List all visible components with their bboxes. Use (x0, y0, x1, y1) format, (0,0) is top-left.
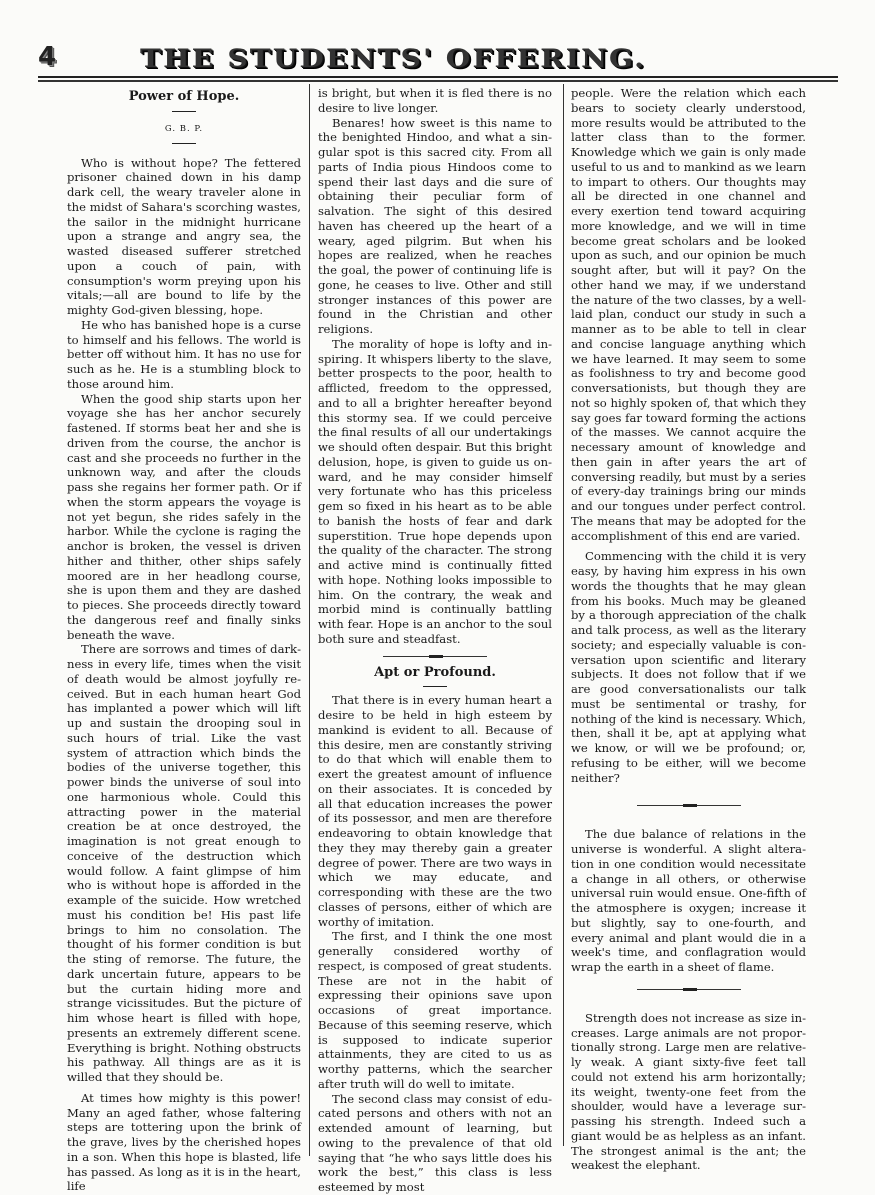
paragraph: The second class may consist of educated persons and others with not an extended amount of learning, but owing to the prevalence of that old saying that “he who says little does his work the best,” this class is less esteemed by most (318, 1091, 552, 1194)
column-divider (309, 84, 310, 1156)
column-3 (571, 86, 806, 1173)
paragraph: The morality of hope is lofty and inspiring. It whispers liberty to the slave, better prospects to the poor, health to afflicted, freedom to the oppressed, and to all a brighter hereafter beyond this stormy sea. If we could perceive the final results of all our undertakings we should often despair. But this bright delusion, hope, is given to guide us onward, and he may consider himself very fortunate who has this priceless gem so fixed in his heart as to be able to banish the hosts of fear and dark superstition. True hope depends upon the quality of the character. The strong and active mind is continually fitted with hope. Nothing looks impossible to him. On the contrary, the weak and morbid mind is continually battling with fear. Hope is an anchor to the soul both sure and steadfast. (318, 336, 552, 646)
paragraph: The due balance of relations in the universe is wonderful. A slight alteration in one condition would necessitate a change in all others, or otherwise universal ruin would ensue. One-fifth of the atmosphere is oxygen; increase it but slightly, say to one-fourth, and every animal and plant would die in a week's time, and conflagration would wrap the earth in a sheet of flame. (571, 827, 806, 974)
paragraph: Commencing with the child it is very easy, by having him express in his own words the thoughts that he may glean from his books. Much may be gleaned by a thorough appreciation of the chalk and talk process, as well as the literary society; and especially valuable is conversation upon scientific and literary subjects. It does not follow that if we are good conversationalists our talk must be sentimental or trashy, for nothing of the kind is necessary. Which, then, shall it be, apt at applying what we know, or will we be profound; or, refusing to be either, will we become neither? (571, 549, 806, 785)
masthead-rule (38, 76, 838, 78)
heading-rule (423, 686, 447, 687)
paragraph: Who is without hope? The fettered prisoner chained down in his damp dark cell, the weary traveler alone in the midst of Sahara's scorching wastes, the sailor in the midnight hurricane upon a strange and angry sea, the wasted diseased sufferer stretched upon a couch of pain, with consumption's worm preying upon his vitals;—all are bound to life by the mighty God-given blessing, hope. (67, 155, 301, 317)
paragraph: That there is in every human heart a desire to be held in high esteem by mankind is evident to all. Because of this desire, men are constantly striving to do that which will enable them to exert the greatest amount of influence on their associates. It is conceded by all that education increases the power of its possessor, and men are therefore endeavoring to obtain knowledge that they they may thereby gain a greater degree of power. There are two ways in which we may educate, and corresponding with these are the two classes of persons, either of which are worthy of imitation. (318, 693, 552, 929)
paragraph-continued: people. Were the relation which each bears to society clearly understood, more results would be attributed to the latter class than to the former. Knowledge which we gain is only made useful to us and to mankind as we learn to impart to others. Our thoughts may all be directed in one channel and every exertion tend toward acquiring more knowledge, and we will in time become great scholars and be looked upon as such, and our opinion be much sought after, but will it pay? On the other hand we may, if we understand the nature of the two classes, by a well-laid plan, conduct our study in such a manner as to be able to tell in clear and concise language anything which we have learned. It may seem to some as foolishness to try and become good conversationists, but though they are not so highly spoken of, that which they say goes far toward forming the actions of the masses. We cannot acquire the necessary amount of knowledge and then gain in after years the art of conversing readily, but must by a series of every-day trainings bring our minds and our tongues under perfect control. The means that may be adopted for the accomplishment of this end are varied. (571, 86, 806, 543)
paragraph: There are sorrows and times of darkness in every life, times when the visit of death would be almost joyfully received. But in each human heart God has implanted a power which will lift up and sustain the drooping soul in such hours of trial. Like the vast system of attraction which binds the bodies of the universe together, this power binds the universe of soul into one harmonious whole. Could this attracting power in the material creation be at once destroyed, the imagination is not great enough to conceive of the destruction which would follow. A faint glimpse of him who is without hope is afforded in the example of the suicide. How wretched must his condition be! His past life brings to him no consolation. The thought of his former condition is but the sting of remorse. The future, the dark uncertain future, appears to be but the curtain hiding more and strange vicissitudes. But the picture of him whose heart is filled with hope, presents an extremely different scene. Everything is bright. Nothing obstructs his pathway. All things are as it is willed that they should be. (67, 642, 301, 1084)
paragraph: Benares! how sweet is this name to the benighted Hindoo, and what a singular spot is this sacred city. From all parts of India pious Hindoos come to spend their last days and die sure of obtaining their peculiar form of salvation. The sight of this desired haven has cheered up the heart of a weary, aged pilgrim. But when his hopes are realized, when he reaches the goal, the power of continuing life is gone, he ceases to live. Other and still stronger instances of this power are found in the Christian and other religions. (318, 115, 552, 336)
paragraph-continued: is bright, but when it is fled there is no desire to live longer. (318, 86, 552, 115)
section-ornament (383, 656, 487, 657)
column-2 (318, 86, 552, 1195)
paragraph: The first, and I think the one most generally considered worthy of respect, is composed of great students. These are not in the habit of expressing their opinions save upon occasions of great importance. Because of this seeming reserve, which is supposed to indicate superior attainments, they are cited to us as worthy patterns, which the searcher after truth will do well to imitate. (318, 929, 552, 1091)
section-ornament (637, 989, 741, 990)
article-heading-apt-or-profound: Apt or Profound. (374, 664, 496, 680)
paragraph: Strength does not increase as size increases. Large animals are not proportionally strong. Large men are relatively weak. A giant sixty-five feet tall could not extend his arm horizontally; its weight, twenty-one feet from the shoulder, would have a leverage surpassing his strength. Indeed such a giant would be as helpless as an infant. The strongest animal is the ant; the weakest the elephant. (571, 1010, 806, 1173)
paragraph: When the good ship starts upon her voyage she has her anchor securely fastened. If storms beat her and she is driven from the course, the anchor is cast and she proceeds no further in the unknown way, and after the clouds pass she regains her former path. Or if when the storm appears the voyage is not yet begun, she rides safely in the harbor. While the cyclone is raging the anchor is broken, the vessel is driven hither and thither, other ships safely moored are in her headlong course, she is upon them and they are dashed to pieces. She proceeds directly toward the dangerous reef and finally sinks beneath the wave. (67, 391, 301, 642)
page-number: 4 (38, 42, 57, 72)
article-heading-power-of-hope: Power of Hope. (128, 89, 240, 104)
newspaper-title: THE STUDENTS' OFFERING. (140, 44, 647, 73)
byline: G. B. P. (164, 123, 204, 134)
paragraph: He who has banished hope is a curse to himself and his fellows. The world is better off without him. It has no use for such as he. He is a stumbling block to those around him. (67, 317, 301, 391)
masthead-rule-secondary (38, 80, 838, 82)
masthead (38, 42, 838, 72)
paragraph: At times how mighty is this power! Many an aged father, whose faltering steps are tottering upon the brink of the grave, lives by the cherished hopes in a son. When this hope is blasted, life has passed. As long as it is in the heart, life (67, 1090, 301, 1194)
column-1 (67, 86, 301, 1194)
byline-rule (172, 143, 196, 144)
section-ornament (637, 805, 741, 806)
column-divider (563, 84, 564, 1146)
heading-rule (172, 111, 196, 112)
